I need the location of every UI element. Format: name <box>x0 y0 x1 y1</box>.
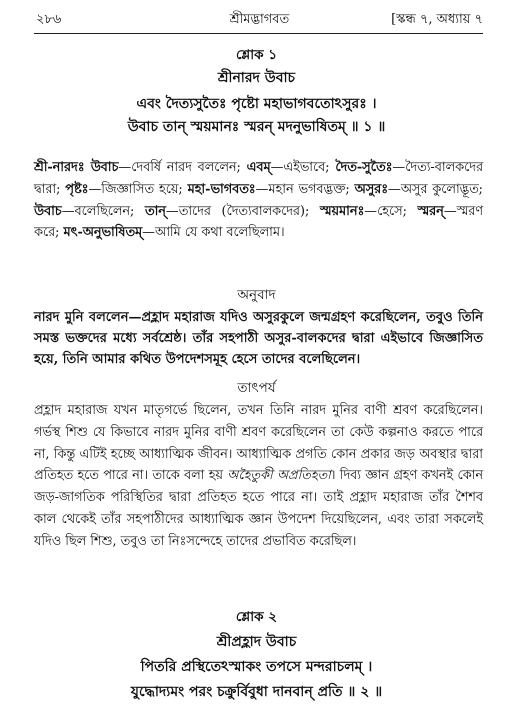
synonym-meaning: —হেসে; <box>364 203 418 219</box>
synonym-term: মৎ-অনুভাষিতম্ <box>63 225 143 241</box>
synonym-meaning: —অসুর কুলোদ্ভূত; <box>388 181 483 197</box>
translation-text: নারদ মুনি বললেন—প্রহ্লাদ মহারাজ যদিও অসুরকুলে জন্মগ্রহণ করেছিলেন, তবুও তিনি সমস্ত ভক্তদের মধ্যে সর্বশ্রেষ্ঠ। তাঁর সহপাঠী অসুর-বালকদের দ্বারা এইভাবে জিজ্ঞাসিত হয়ে, তিনি আমার কথিত উপদেশসমূহ হেসে তাদের বলেছিলেন। <box>34 310 483 367</box>
synonym-meaning: —জিজ্ঞাসিত হয়ে; <box>88 181 188 197</box>
verse-1-label: শ্লোক ১ <box>235 47 278 63</box>
purport-emphasis: অহৈতুকী অপ্রতিহতা <box>227 468 331 484</box>
verse-2-speaker: শ্রীপ্রহ্লাদ উবাচ <box>216 634 297 650</box>
synonym-term: তান্ <box>144 203 166 219</box>
verse-2-line-2: যুদ্ধোদ্যমং পরং চক্রুর্বিবুধা দানবান্ প্রতি ॥ ২ ॥ <box>130 684 383 700</box>
verse-1-line-1: এবং দৈত্যসুতৈঃ পৃষ্টো মহাভাগবতোঽসুরঃ । <box>136 96 377 112</box>
purport-text <box>34 400 483 553</box>
verse-1-speaker: শ্রীনারদ উবাচ <box>217 70 296 86</box>
synonym-term: এবম্ <box>246 160 271 175</box>
page-number: ২৮৬ <box>36 12 62 27</box>
synonym-term: অসুরঃ <box>354 181 389 197</box>
running-header <box>36 10 483 30</box>
synonym-meaning: —তাদের (দৈত্যবালকদের); <box>165 203 320 219</box>
synonym-term: দৈত-সুতৈঃ <box>335 160 393 175</box>
verse-2-line-1: পিতরি প্রস্থিতেঽস্মাকং তপসে মন্দরাচলম্ । <box>140 659 373 675</box>
translation-heading: অনুবাদ <box>237 287 276 303</box>
header-rule <box>34 33 483 34</box>
book-title: শ্রীমদ্ভাগবত <box>229 12 290 27</box>
synonym-term: স্মরন্ <box>417 203 444 219</box>
purport-text-part-1: প্রহ্লাদ মহারাজ যখন মাতৃগর্ভে ছিলেন, তখন তিনি নারদ মুনির বাণী শ্রবণ করেছিলেন। গর্ভস্থ শিশু যে কিভাবে নারদ মুনির বাণী শ্রবণ করেছিলেন তা কেউ কল্পনাও করতে পারে না, কিন্তু এটিই হচ্ছে আধ্যাত্মিক জীবন। আধ্যাত্মিক প্রগতি কোন প্রকার জড় অবস্থার দ্বারা প্রতিহত হতে পারে না। তাকে বলা হয় <box>34 403 483 484</box>
synonym-term: স্ময়মানঃ <box>319 203 365 219</box>
chapter-reference: [স্কন্ধ ৭, অধ্যায় ৭ <box>391 12 483 27</box>
synonym-term: মহা-ভাগবতঃ <box>187 181 256 197</box>
synonym-meaning: —মহান ভগবদ্ভক্ত; <box>255 181 355 197</box>
purport-heading: তাৎপর্য <box>237 380 276 396</box>
synonym-meaning: —দেবর্ষি নারদ বললেন; <box>118 160 247 175</box>
synonym-meaning: —দৈত্য-বালকদের দ্বারা; <box>34 160 483 197</box>
synonym-term: শ্রী-নারদঃ উবাচ <box>34 160 119 175</box>
synonym-meaning: —বলেছিলেন; <box>61 203 145 219</box>
synonym-meaning: —আমি যে কথা বলেছিলাম। <box>142 225 285 241</box>
verse-2-label: শ্লোক ২ <box>235 609 278 625</box>
synonym-meaning: —এইভাবে; <box>270 160 336 175</box>
purport-text-part-2: । দিব্য জ্ঞান গ্রহণ কখনই কোন জড়-জাগতিক পরিস্থিতির দ্বারা প্রতিহত হতে পারে না। তাই প্রহ্লাদ মহারাজ তাঁর শৈশব কাল থেকেই তাঁর সহপাঠীদের আধ্যাত্মিক জ্ঞান উপদেশ দিয়েছিলেন, এবং তারা সকলেই যদিও ছিল শিশু, তবুও তা নিঃসন্দেহে তাদের প্রভাবিত করেছিল। <box>34 468 483 549</box>
verse-1-line-2: উবাচ তান্ স্ময়মানঃ স্মরন্ মদনুভাষিতম্ ॥ ১ ॥ <box>127 119 386 135</box>
synonym-term: উবাচ <box>34 203 62 219</box>
synonym-term: পৃষ্টঃ <box>65 181 89 197</box>
synonyms-paragraph <box>34 157 483 244</box>
synonym-meaning: —স্মরণ করে; <box>34 203 483 241</box>
